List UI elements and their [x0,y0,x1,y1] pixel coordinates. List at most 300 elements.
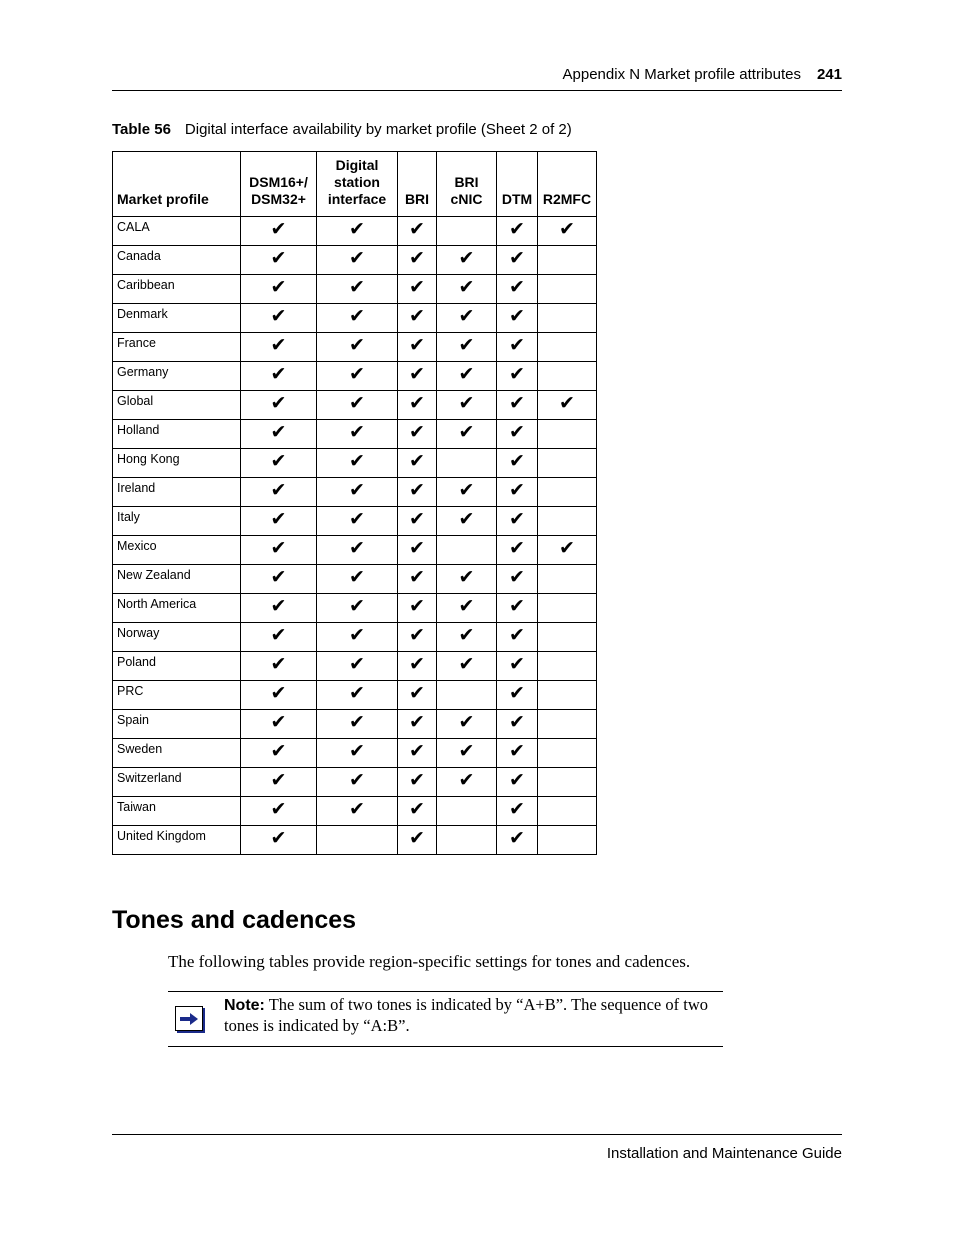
market-profile-cell: Caribbean [113,275,241,304]
availability-cell [538,275,597,304]
availability-cell [497,623,538,652]
check-icon: ✔ [409,653,425,675]
column-header-digital-station-interface [317,152,398,217]
check-icon: ✔ [509,305,525,327]
check-icon: ✔ [509,218,525,240]
availability-cell [398,362,437,391]
check-icon: ✔ [349,276,365,298]
check-icon: ✔ [270,595,287,617]
check-icon: ✔ [349,537,365,559]
availability-cell [317,565,398,594]
table-row [113,333,597,362]
check-icon: ✔ [270,798,287,820]
check-icon: ✔ [458,595,475,617]
table-row [113,565,597,594]
table-row [113,304,597,333]
availability-cell [538,826,597,855]
market-profile-cell: Canada [113,246,241,275]
check-icon: ✔ [409,798,425,820]
table-row [113,739,597,768]
check-icon: ✔ [349,218,365,240]
check-icon: ✔ [270,305,287,327]
availability-cell [241,739,317,768]
check-icon: ✔ [270,827,287,849]
check-icon: ✔ [509,247,525,269]
market-profile-cell: Ireland [113,478,241,507]
check-icon: ✔ [409,537,425,559]
availability-cell [317,797,398,826]
availability-cell [398,420,437,449]
availability-cell [241,623,317,652]
availability-cell [398,681,437,710]
table-body [113,217,597,855]
check-icon: ✔ [270,624,287,646]
availability-cell [317,304,398,333]
check-icon: ✔ [458,566,475,588]
table-row [113,710,597,739]
check-icon: ✔ [349,566,365,588]
check-icon: ✔ [349,653,365,675]
availability-cell [497,507,538,536]
column-header-dtm: DTM [497,152,538,217]
availability-cell [497,681,538,710]
note-box [168,991,723,1047]
market-profile-cell: Sweden [113,739,241,768]
check-icon: ✔ [458,624,475,646]
table-row [113,275,597,304]
availability-cell [241,275,317,304]
check-icon: ✔ [509,827,525,849]
column-header-bri-cnic-label: BRI cNIC [450,174,483,207]
check-icon: ✔ [409,305,425,327]
table-row [113,449,597,478]
check-icon: ✔ [458,305,475,327]
availability-cell [437,565,497,594]
availability-cell [398,739,437,768]
table-row [113,652,597,681]
check-icon: ✔ [458,421,475,443]
availability-cell [241,826,317,855]
availability-cell [317,478,398,507]
availability-cell [317,739,398,768]
availability-cell [241,333,317,362]
market-profile-cell: North America [113,594,241,623]
availability-cell [241,681,317,710]
check-icon: ✔ [409,392,425,414]
check-icon: ✔ [458,247,475,269]
footer-guide-title: Installation and Maintenance Guide [606,1145,842,1162]
check-icon: ✔ [559,392,575,414]
availability-cell [398,594,437,623]
check-icon: ✔ [458,740,475,762]
availability-cell [398,333,437,362]
availability-cell [538,594,597,623]
check-icon: ✔ [349,421,365,443]
check-icon: ✔ [270,566,287,588]
table-caption-title: Digital interface availability by market profile (Sheet 2 of 2) [184,121,572,138]
availability-cell [437,420,497,449]
market-profile-cell: Denmark [113,304,241,333]
availability-cell [497,420,538,449]
availability-cell [437,826,497,855]
availability-cell [241,420,317,449]
availability-cell [241,565,317,594]
availability-cell [241,536,317,565]
availability-cell [538,449,597,478]
table-row [113,768,597,797]
check-icon: ✔ [458,479,475,501]
availability-cell [437,449,497,478]
availability-cell [317,826,398,855]
check-icon: ✔ [409,247,425,269]
check-icon: ✔ [349,595,365,617]
availability-cell [437,768,497,797]
check-icon: ✔ [349,711,365,733]
check-icon: ✔ [349,450,365,472]
availability-cell [437,391,497,420]
availability-cell [538,478,597,507]
availability-cell [241,594,317,623]
check-icon: ✔ [349,247,365,269]
availability-cell [398,623,437,652]
availability-cell [437,594,497,623]
check-icon: ✔ [270,334,287,356]
check-icon: ✔ [458,711,475,733]
availability-cell [538,362,597,391]
page-header [112,66,842,91]
availability-cell [241,710,317,739]
check-icon: ✔ [270,537,287,559]
availability-cell [497,449,538,478]
availability-cell [497,710,538,739]
market-profile-cell: PRC [113,681,241,710]
check-icon: ✔ [270,769,287,791]
availability-cell [437,652,497,681]
availability-cell [437,623,497,652]
check-icon: ✔ [409,566,425,588]
availability-cell [398,507,437,536]
availability-cell [497,217,538,246]
availability-cell [497,565,538,594]
availability-cell [317,275,398,304]
availability-cell [241,304,317,333]
availability-cell [538,797,597,826]
availability-cell [497,797,538,826]
market-profile-cell: Switzerland [113,768,241,797]
availability-cell [241,797,317,826]
availability-cell [538,652,597,681]
check-icon: ✔ [409,508,425,530]
check-icon: ✔ [509,479,525,501]
availability-cell [538,217,597,246]
availability-cell [398,478,437,507]
table-row [113,826,597,855]
availability-cell [317,246,398,275]
market-profile-cell: United Kingdom [113,826,241,855]
market-profile-cell: Poland [113,652,241,681]
note-body: The sum of two tones is indicated by “A+B”. The sequence of two tones is indicated by “A:B”. [224,995,708,1035]
availability-cell [317,333,398,362]
check-icon: ✔ [349,479,365,501]
availability-cell [241,391,317,420]
availability-cell [497,826,538,855]
column-header-dsm [241,152,317,217]
availability-cell [398,449,437,478]
availability-cell [497,478,538,507]
availability-cell [497,391,538,420]
market-profile-cell: Holland [113,420,241,449]
availability-cell [538,391,597,420]
availability-cell [241,652,317,681]
availability-cell [437,246,497,275]
check-icon: ✔ [270,421,287,443]
check-icon: ✔ [270,711,287,733]
check-icon: ✔ [458,276,475,298]
check-icon: ✔ [270,363,287,385]
check-icon: ✔ [458,363,475,385]
table-row [113,420,597,449]
availability-cell [538,536,597,565]
check-icon: ✔ [458,769,475,791]
availability-cell [437,710,497,739]
table-row [113,507,597,536]
check-icon: ✔ [509,276,525,298]
availability-cell [437,681,497,710]
availability-cell [317,681,398,710]
check-icon: ✔ [349,682,365,704]
check-icon: ✔ [509,682,525,704]
check-icon: ✔ [458,508,475,530]
check-icon: ✔ [509,769,525,791]
availability-cell [398,217,437,246]
availability-cell [497,652,538,681]
availability-cell [538,768,597,797]
check-icon: ✔ [349,334,365,356]
availability-cell [317,594,398,623]
page-number: 241 [816,66,842,83]
column-header-dsm-label: DSM16+/ DSM32+ [249,174,308,207]
availability-cell [437,333,497,362]
check-icon: ✔ [349,798,365,820]
check-icon: ✔ [270,276,287,298]
availability-cell [538,507,597,536]
availability-cell [317,391,398,420]
note-text [224,995,722,1036]
availability-cell [437,507,497,536]
table-row [113,217,597,246]
availability-cell [317,420,398,449]
check-icon: ✔ [509,537,525,559]
check-icon: ✔ [270,682,287,704]
section-title: Tones and cadences [112,906,357,934]
check-icon: ✔ [409,595,425,617]
check-icon: ✔ [409,479,425,501]
check-icon: ✔ [270,218,287,240]
column-header-market-profile: Market profile [113,152,241,217]
availability-cell [497,739,538,768]
availability-cell [398,565,437,594]
availability-cell [317,710,398,739]
availability-cell [497,362,538,391]
check-icon: ✔ [509,421,525,443]
table-row [113,594,597,623]
market-profile-cell: Taiwan [113,797,241,826]
availability-cell [241,362,317,391]
check-icon: ✔ [270,392,287,414]
market-profile-cell: Italy [113,507,241,536]
availability-cell [241,449,317,478]
check-icon: ✔ [509,334,525,356]
availability-cell [437,797,497,826]
availability-cell [398,536,437,565]
check-icon: ✔ [409,624,425,646]
header-appendix-title: Appendix N Market profile attributes [562,66,801,83]
market-profile-cell: Germany [113,362,241,391]
table-row [113,246,597,275]
check-icon: ✔ [349,624,365,646]
check-icon: ✔ [509,508,525,530]
availability-cell [538,623,597,652]
table-header-row [113,152,597,217]
availability-cell [538,681,597,710]
check-icon: ✔ [458,392,475,414]
availability-cell [398,652,437,681]
availability-cell [538,420,597,449]
check-icon: ✔ [509,566,525,588]
availability-cell [317,449,398,478]
availability-cell [497,275,538,304]
market-profile-cell: Spain [113,710,241,739]
availability-cell [317,362,398,391]
availability-cell [538,565,597,594]
table-caption-label: Table 56 [112,121,171,138]
check-icon: ✔ [349,363,365,385]
table-row [113,681,597,710]
column-header-bri-cnic [437,152,497,217]
check-icon: ✔ [509,450,525,472]
market-profile-cell: New Zealand [113,565,241,594]
check-icon: ✔ [270,740,287,762]
check-icon: ✔ [409,769,425,791]
availability-cell [497,768,538,797]
availability-cell [317,217,398,246]
availability-cell [398,304,437,333]
market-profile-cell: Mexico [113,536,241,565]
market-profile-cell: Global [113,391,241,420]
availability-cell [497,594,538,623]
availability-cell [437,478,497,507]
availability-cell [437,275,497,304]
availability-cell [398,246,437,275]
check-icon: ✔ [409,421,425,443]
check-icon: ✔ [349,305,365,327]
check-icon: ✔ [409,827,425,849]
column-header-r2mfc: R2MFC [538,152,597,217]
check-icon: ✔ [509,624,525,646]
market-profile-cell: CALA [113,217,241,246]
check-icon: ✔ [270,479,287,501]
availability-cell [437,739,497,768]
check-icon: ✔ [458,334,475,356]
check-icon: ✔ [270,653,287,675]
arrow-right-icon [175,1006,203,1031]
availability-cell [398,391,437,420]
availability-cell [317,768,398,797]
check-icon: ✔ [349,508,365,530]
table-caption [112,121,572,138]
availability-cell [437,304,497,333]
availability-cell [497,304,538,333]
availability-cell [398,710,437,739]
note-label: Note: [224,997,265,1014]
check-icon: ✔ [458,653,475,675]
availability-cell [497,333,538,362]
check-icon: ✔ [349,769,365,791]
availability-cell [538,739,597,768]
table-row [113,362,597,391]
table-row [113,536,597,565]
availability-cell [317,507,398,536]
check-icon: ✔ [509,595,525,617]
check-icon: ✔ [509,798,525,820]
check-icon: ✔ [509,363,525,385]
table-row [113,623,597,652]
availability-cell [398,768,437,797]
market-profile-cell: Hong Kong [113,449,241,478]
check-icon: ✔ [559,218,575,240]
availability-cell [241,768,317,797]
check-icon: ✔ [409,450,425,472]
check-icon: ✔ [509,711,525,733]
check-icon: ✔ [509,653,525,675]
check-icon: ✔ [559,537,575,559]
availability-cell [497,246,538,275]
check-icon: ✔ [409,334,425,356]
availability-cell [398,275,437,304]
check-icon: ✔ [409,682,425,704]
check-icon: ✔ [409,218,425,240]
availability-cell [241,507,317,536]
column-header-digital-station-interface-label: Digital station interface [327,157,387,207]
table-row [113,391,597,420]
check-icon: ✔ [509,392,525,414]
interface-availability-table [112,151,597,855]
availability-cell [317,536,398,565]
market-profile-cell: France [113,333,241,362]
page-footer [112,1134,842,1162]
availability-cell [497,536,538,565]
availability-cell [538,304,597,333]
check-icon: ✔ [509,740,525,762]
availability-cell [241,246,317,275]
availability-cell [398,797,437,826]
check-icon: ✔ [349,740,365,762]
check-icon: ✔ [270,247,287,269]
market-profile-cell: Norway [113,623,241,652]
table-row [113,478,597,507]
availability-cell [538,710,597,739]
table-row [113,797,597,826]
check-icon: ✔ [270,508,287,530]
availability-cell [538,246,597,275]
availability-cell [317,652,398,681]
availability-cell [241,478,317,507]
check-icon: ✔ [409,740,425,762]
availability-cell [241,217,317,246]
check-icon: ✔ [270,450,287,472]
check-icon: ✔ [409,711,425,733]
check-icon: ✔ [409,363,425,385]
